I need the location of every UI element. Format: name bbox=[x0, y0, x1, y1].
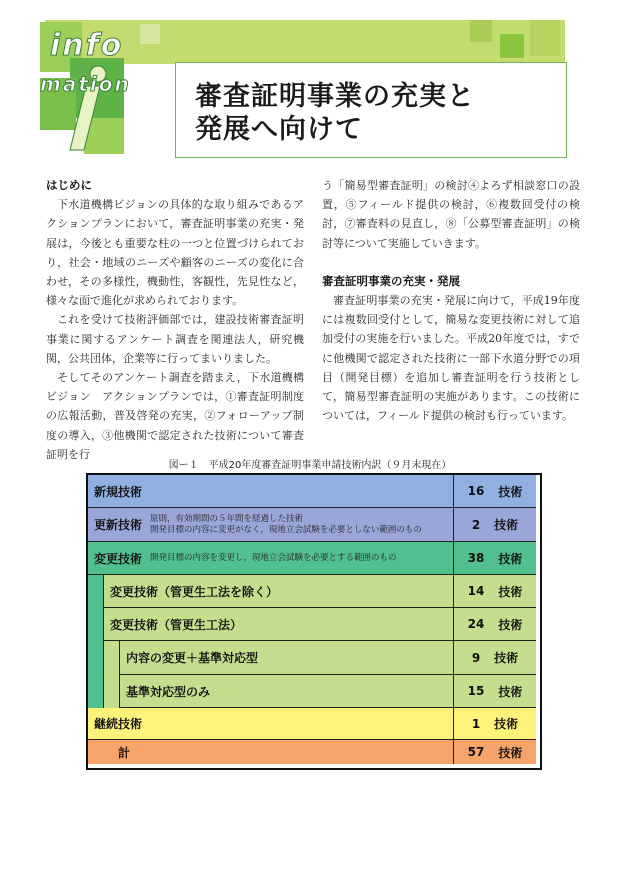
row-count bbox=[453, 641, 536, 674]
row-count bbox=[453, 675, 536, 707]
count-unit: 技術 bbox=[494, 651, 519, 665]
figure-caption: 図ー１ 平成20年度審査証明事業申請技術内訳（９月末現在） bbox=[168, 460, 452, 471]
row-label: 変更技術 bbox=[94, 551, 143, 566]
table-row bbox=[88, 508, 536, 542]
row-count bbox=[453, 575, 536, 607]
page-title-line1: 審査証明事業の充実と bbox=[195, 81, 475, 112]
row-label: 基準対応型のみ bbox=[126, 684, 211, 699]
count-unit: 技術 bbox=[498, 584, 523, 599]
logo-text-mation: mation bbox=[40, 72, 131, 96]
section-heading-enhancement: 審査証明事業の充実・発展 bbox=[322, 273, 460, 288]
article-column-right bbox=[322, 176, 580, 425]
paragraph: 下水道機構ビジョンの具体的な取り組みであるアクションプランにおいて，審査証明事業の充実・発展は，今後とも重要な柱の一つと位置づけられており，社会・地域のニーズや顧客のニーズの変化に合わせ，その多様性，機動性，客観性，先見性など，様々な面で進化が求められております。 bbox=[46, 198, 304, 308]
count-value: 38 bbox=[467, 551, 485, 565]
row-label: 新規技術 bbox=[94, 484, 143, 499]
count-unit: 技術 bbox=[498, 617, 523, 632]
table-row bbox=[88, 475, 536, 508]
section-heading-intro: はじめに bbox=[46, 178, 92, 192]
paragraph: これを受けて技術評価部では，建設技術審査証明事業に関するアンケート調査を関連法人，研究機関，公共団体，企業等に行ってまいりました。 bbox=[46, 313, 304, 365]
table-row bbox=[88, 708, 536, 740]
header-deco-square bbox=[500, 34, 524, 58]
row-count bbox=[453, 608, 536, 640]
table-row bbox=[88, 542, 536, 575]
count-value: 2 bbox=[471, 517, 481, 532]
paragraph-continued: う「簡易型審査証明」の検討④よろず相談窓口の設置，⑤フィールド提供の検討，⑥複数回受付の検討，⑦審査料の見直し，⑧「公募型審査証明」の検討等について実施していきます。 bbox=[322, 179, 580, 250]
page-title-line2: 発展へ向けて bbox=[195, 114, 363, 145]
count-value: 14 bbox=[467, 584, 485, 598]
logo-text-info: info bbox=[50, 28, 124, 63]
row-count bbox=[453, 508, 536, 541]
row-label: 変更技術（管更生工法） bbox=[110, 617, 243, 632]
row-label: 計 bbox=[118, 745, 131, 760]
row-label: 内容の変更＋基準対応型 bbox=[126, 651, 259, 665]
count-value: 16 bbox=[467, 484, 485, 498]
paragraph: そしてそのアンケート調査を踏まえ，下水道機構ビジョン アクションプランでは，①審査証明制度の広報活動，普及啓発の充実，②フォローアップ制度の導入，③他機関で認定された技術について審査証明を行 bbox=[46, 371, 304, 461]
header-deco-square bbox=[530, 20, 560, 56]
table-row bbox=[120, 675, 536, 708]
row-label: 更新技術 bbox=[94, 518, 143, 532]
technology-breakdown-table bbox=[86, 473, 542, 770]
row-note: 開発目標の内容を変更し，現地立会試験を必要とする範囲のもの bbox=[150, 552, 397, 563]
count-unit: 技術 bbox=[498, 684, 523, 699]
count-unit: 技術 bbox=[498, 484, 523, 499]
table-row bbox=[104, 575, 536, 608]
count-value: 15 bbox=[467, 684, 485, 698]
indent-bar-level1 bbox=[88, 575, 104, 708]
count-unit: 技術 bbox=[494, 717, 519, 731]
page-title bbox=[195, 80, 475, 146]
count-value: 24 bbox=[467, 617, 485, 631]
article-column-left bbox=[46, 176, 304, 464]
row-count bbox=[453, 475, 536, 507]
row-count bbox=[453, 708, 536, 739]
header-deco-square bbox=[140, 24, 160, 44]
row-label: 継続技術 bbox=[94, 717, 143, 731]
indent-bar-level2 bbox=[104, 641, 120, 708]
count-unit: 技術 bbox=[494, 518, 519, 532]
header-deco-square bbox=[470, 20, 492, 42]
count-unit: 技術 bbox=[498, 551, 523, 566]
row-count bbox=[453, 740, 536, 764]
count-unit: 技術 bbox=[498, 745, 523, 760]
paragraph: 審査証明事業の充実・発展に向けて，平成19年度には複数回受付として，簡易な変更技術に対して追加受付の実施を行いました。平成20年度では，すでに他機関で認定された技術に一部下水道分野での項目（開発目標）を追加し審査証明を行う技術として，簡易型審査証明の実施があります。この技術については，フィールド提供の検討も行っています。 bbox=[322, 294, 580, 423]
count-value: 9 bbox=[471, 650, 481, 665]
count-value: 1 bbox=[471, 716, 481, 731]
table-row bbox=[120, 641, 536, 675]
row-label: 変更技術（管更生工法を除く） bbox=[110, 584, 279, 599]
row-note: 原則，有効期間の５年間を経過した技術 開発目標の内容に変更がなく，現地立会試験を必要としない範囲のもの bbox=[150, 513, 422, 535]
row-count bbox=[453, 542, 536, 574]
table-row-total bbox=[88, 740, 536, 764]
count-value: 57 bbox=[467, 745, 485, 759]
table-row bbox=[104, 608, 536, 641]
